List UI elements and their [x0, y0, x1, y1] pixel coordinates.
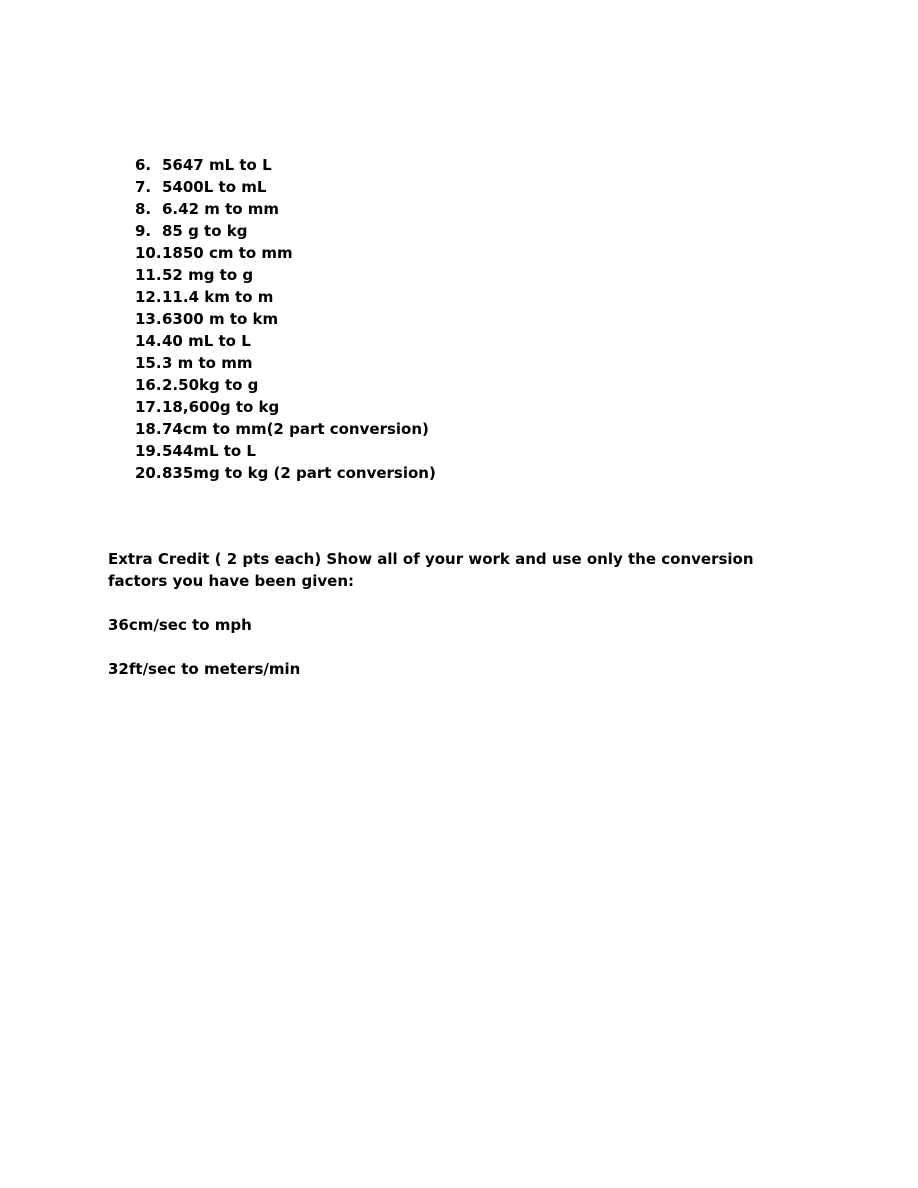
problem-text: 11.4 km to m [162, 288, 274, 306]
problem-text: 18,600g to kg [162, 398, 280, 416]
problem-number: 15. [135, 354, 162, 372]
problem-text: 835mg to kg (2 part conversion) [162, 464, 436, 482]
problem-text: 52 mg to g [162, 266, 254, 284]
list-item [135, 308, 436, 330]
problem-text: 6.42 m to mm [162, 200, 280, 218]
list-item [135, 330, 436, 352]
extra-credit-problem: 36cm/sec to mph [108, 616, 252, 634]
list-item [135, 264, 436, 286]
problem-text: 2.50kg to g [162, 376, 259, 394]
problem-text: 6300 m to km [162, 310, 279, 328]
problem-number: 11. [135, 266, 162, 284]
list-item [135, 462, 436, 484]
problem-number: 12. [135, 288, 162, 306]
list-item [135, 198, 436, 220]
problem-text: 74cm to mm(2 part conversion) [162, 420, 429, 438]
problem-text: 5400L to mL [162, 178, 267, 196]
conversion-problem-list [135, 154, 436, 484]
list-item [135, 352, 436, 374]
problem-text: 5647 mL to L [162, 156, 272, 174]
list-item [135, 374, 436, 396]
problem-number: 19. [135, 442, 162, 460]
problem-number: 9. [135, 222, 152, 240]
problem-number: 18. [135, 420, 162, 438]
problem-number: 20. [135, 464, 162, 482]
list-item [135, 242, 436, 264]
problem-number: 16. [135, 376, 162, 394]
problem-text: 3 m to mm [162, 354, 253, 372]
list-item [135, 154, 436, 176]
problem-number: 17. [135, 398, 162, 416]
list-item [135, 440, 436, 462]
problem-text: 1850 cm to mm [162, 244, 293, 262]
list-item [135, 396, 436, 418]
problem-text: 544mL to L [162, 442, 256, 460]
problem-number: 8. [135, 200, 152, 218]
problem-number: 10. [135, 244, 162, 262]
extra-credit-heading: Extra Credit ( 2 pts each) Show all of your work and use only the conversion factors you have been given: [108, 550, 754, 590]
problem-number: 6. [135, 156, 152, 174]
list-item [135, 418, 436, 440]
problem-text: 40 mL to L [162, 332, 251, 350]
problem-number: 7. [135, 178, 152, 196]
extra-credit-problem: 32ft/sec to meters/min [108, 660, 301, 678]
list-item [135, 176, 436, 198]
problem-text: 85 g to kg [162, 222, 248, 240]
problem-number: 13. [135, 310, 162, 328]
list-item [135, 286, 436, 308]
list-item [135, 220, 436, 242]
problem-number: 14. [135, 332, 162, 350]
